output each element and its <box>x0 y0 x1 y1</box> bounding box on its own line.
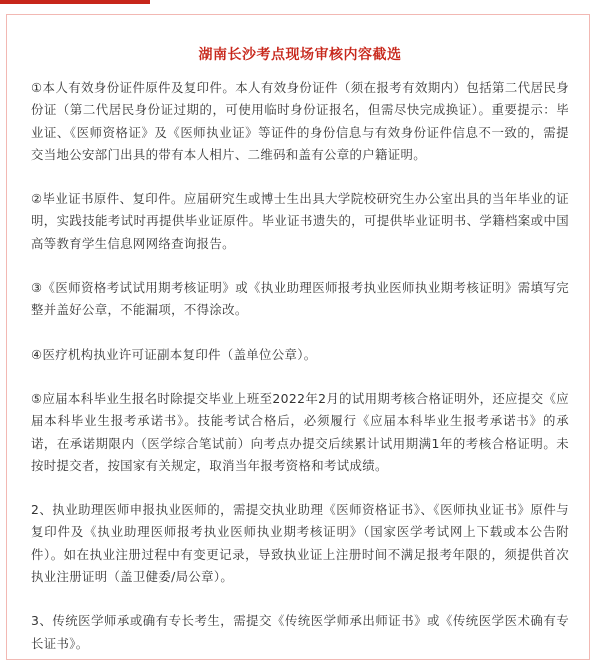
document-title: 湖南长沙考点现场审核内容截选 <box>198 47 402 63</box>
accent-bar <box>0 0 150 4</box>
paragraph-probation-proof: ③《医师资格考试试用期考核证明》或《执业助理医师报考执业医师执业期考核证明》需填写完整并盖好公章，不能漏项，不得涂改。 <box>31 280 569 318</box>
paragraph-license-copy: ④医疗机构执业许可证副本复印件（盖单位公章）。 <box>31 346 317 362</box>
document-body <box>31 77 569 655</box>
paragraph-id-documents: ①本人有效身份证件原件及复印件。本人有效身份证件（须在报考有效期内）包括第二代居民身份证（第二代居民身份证过期的，可使用临时身份证报名，但需尽快完成换证）。重要提示：毕业证、《医师资格证》及《医师执业证》等证件的身份信息与有效身份证件信息不一致的，需提交当地公安部门出具的带有本人相片、二维码和盖有公章的户籍证明。 <box>31 80 569 162</box>
paragraph-assistant-physician: 2、执业助理医师申报执业医师的，需提交执业助理《医师资格证书》、《医师执业证书》原件与复印件及《执业助理医师报考执业医师执业期考核证明》（国家医学考试网上下载或本公告附件）。如在执业注册过程中有变更记录，导致执业证上注册时间不满足报考年限的，须提供首次执业注册证明（盖卫健委/局公章）。 <box>31 502 569 585</box>
paragraph-fresh-graduate: ⑤应届本科毕业生报名时除提交毕业上班至2022年2月的试用期考核合格证明外，还应提交《应届本科毕业生报考承诺书》。技能考试合格后，必须履行《应届本科毕业生报考承诺书》的承诺，在承诺期限内（医学综合笔试前）向考点办提交后续累计试用期满1年的考核合格证明。未按时提交者，按国家有关规定，取消当年报考资格和考试成绩。 <box>31 390 569 473</box>
paragraph-traditional-medicine: 3、传统医学师承或确有专长考生，需提交《传统医学师承出师证书》或《传统医学医术确有专长证书》。 <box>31 613 569 651</box>
paragraph-graduation-certificate: ②毕业证书原件、复印件。应届研究生或博士生出具大学院校研究生办公室出具的当年毕业的证明，实践技能考试时再提供毕业证原件。毕业证书遗失的，可提供毕业证明书、学籍档案或中国高等教育学生信息网网络查询报告。 <box>31 191 569 251</box>
